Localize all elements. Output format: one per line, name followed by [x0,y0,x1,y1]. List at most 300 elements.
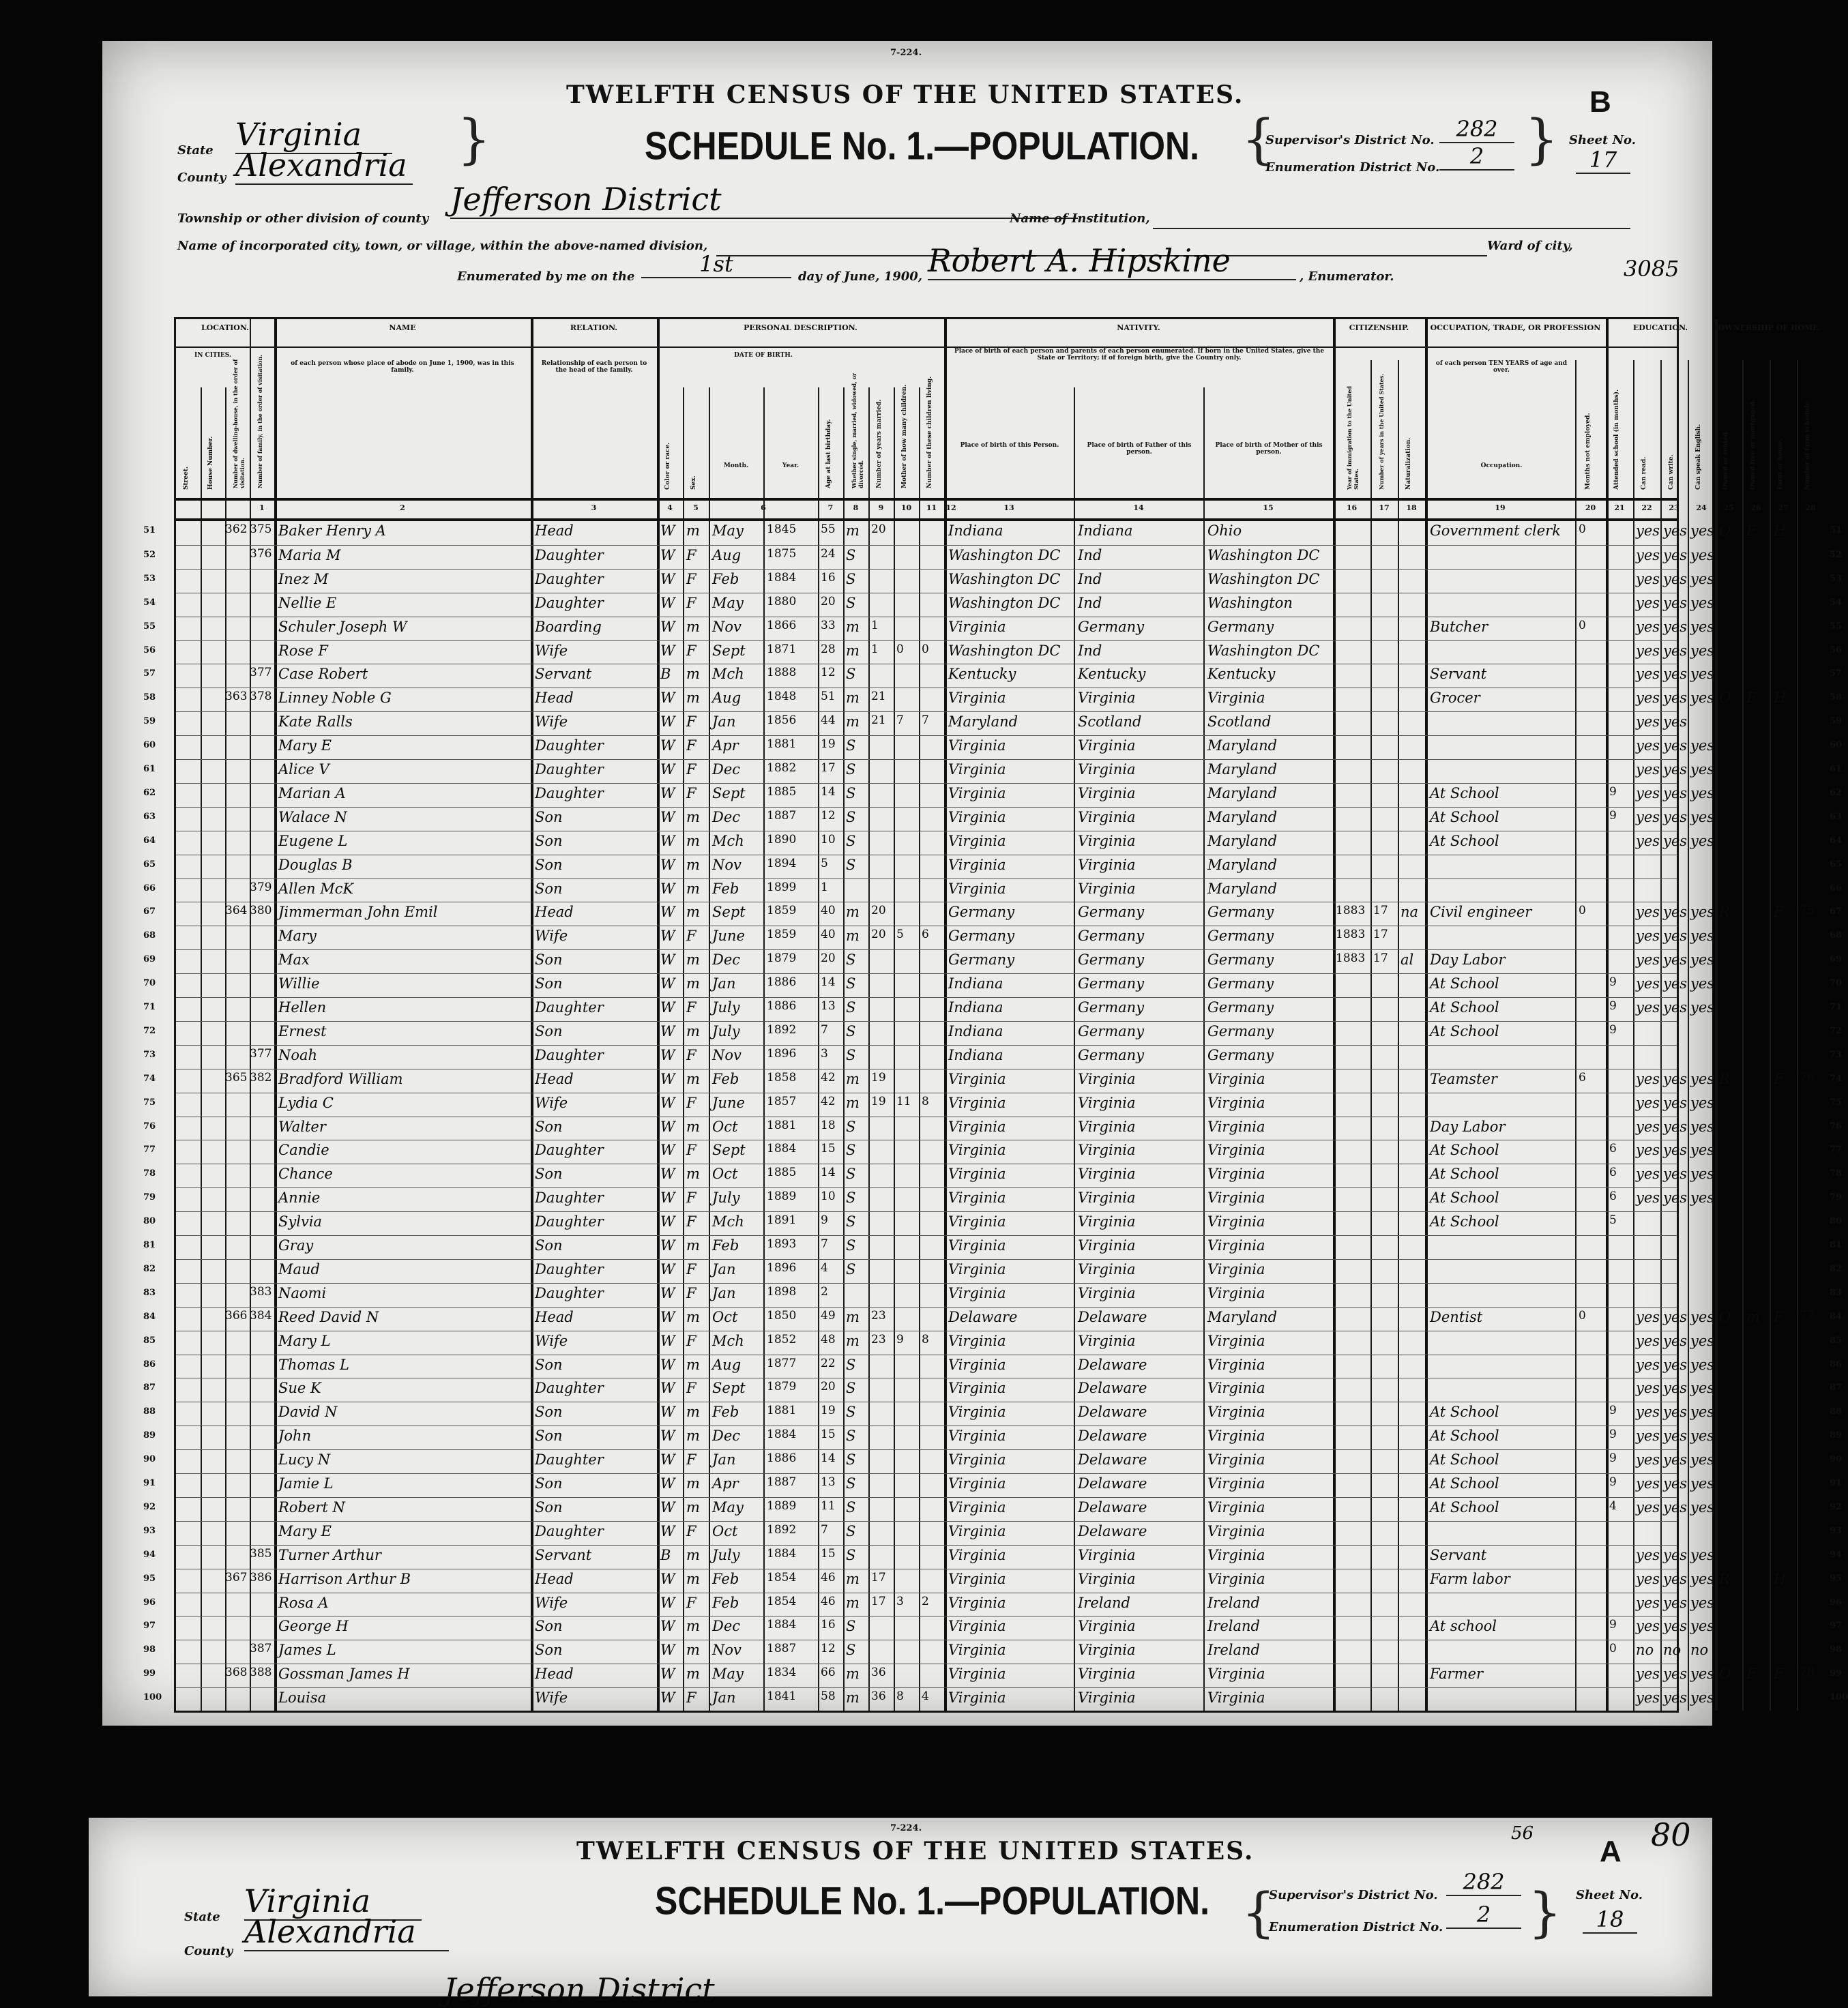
cell-read: yes [1636,737,1660,754]
cell-mar: S [846,1022,856,1039]
column-number: 8 [853,503,859,512]
cell-name: Walace N [278,808,347,825]
table-row [143,1449,1843,1472]
column-number: 12 [945,503,956,512]
cell-pob: Virginia [948,808,1006,825]
cell-pom: Maryland [1207,856,1278,873]
cell-sex: F [686,1213,696,1230]
table-row [143,1378,1843,1400]
cell-race: W [660,1451,675,1468]
vhead-immigration: Year of immigration to the United States. [1346,386,1360,490]
line-number: 75 [143,1097,156,1108]
cell-age: 20 [821,594,836,608]
cell-mar: S [846,1428,856,1445]
form-id: 7-224. [890,48,922,58]
cell-race: W [660,1190,675,1207]
cell-read: yes [1636,1428,1660,1445]
column-number: 3 [591,503,597,512]
cell-read: yes [1636,570,1660,587]
page-stamp: 3085 [1624,256,1680,282]
cell-fh: H [1774,1570,1787,1587]
line-number: 83 [143,1287,156,1298]
line-number-right: 85 [1830,1335,1843,1346]
cell-pof: Kentucky [1078,666,1146,683]
cell-ym: 23 [871,1332,886,1346]
cell-pof: Germany [1078,618,1145,635]
cell-pof: Virginia [1078,1142,1136,1159]
column-number: 6 [761,503,766,512]
table-row [143,569,1843,591]
cell-read: yes [1636,1594,1660,1611]
table-row [143,1521,1843,1544]
cell-rel: Wife [535,1332,568,1349]
cell-fh: H [1774,522,1787,539]
line-number: 79 [143,1192,156,1203]
vhead-marital: Whether single, married, widowed, or divorced. [851,372,864,488]
column-number: 10 [900,503,912,512]
cell-name: Baker Henry A [278,522,386,539]
cell-name: Willie [278,975,320,992]
cell-age: 4 [821,1260,828,1275]
cell-pob: Virginia [948,1380,1006,1397]
cell-race: W [660,1046,675,1063]
cell-occ: Servant [1430,666,1487,683]
table-row [143,807,1843,829]
group-occupation: OCCUPATION, TRADE, OR PROFESSION [1430,323,1601,332]
cell-name: Jimmerman John Emil [278,904,438,921]
district-brace-right: } [1525,109,1559,171]
cell-year: 1852 [767,1332,797,1346]
cell-unemp: 6 [1579,1070,1586,1084]
cell-read: yes [1636,904,1660,921]
cell-year: 1887 [767,1642,797,1656]
cell-month: May [712,522,744,539]
cell-pob: Virginia [948,832,1006,849]
cell-pob: Virginia [948,1094,1006,1111]
table-row [143,1593,1843,1615]
cell-ym: 17 [871,1594,886,1608]
subhead-birth: DATE OF BIRTH. [734,352,793,359]
cell-fh: F [1774,1308,1784,1325]
table-row [143,997,1843,1020]
line-number-right: 51 [1830,525,1843,535]
cell-sex: m [686,618,700,635]
county-label-2: County [184,1944,233,1958]
table-row [143,1164,1843,1186]
cell-age: 12 [821,1642,836,1656]
cell-liv: 7 [922,713,929,728]
cell-month: Sept [712,904,746,921]
cell-name: Kate Ralls [278,713,353,730]
cell-ym: 21 [871,690,886,704]
vhead-sex: Sex. [690,475,697,490]
cell-occ: At School [1430,1213,1499,1230]
cell-rel: Servant [535,666,592,683]
cell-fam: 377 [250,666,272,680]
line-number: 82 [143,1263,156,1274]
cell-rel: Wife [535,642,568,659]
cell-pof: Virginia [1078,1689,1136,1707]
cell-year: 1884 [767,1142,797,1156]
table-row [143,593,1843,615]
line-number: 53 [143,573,156,584]
cell-pof: Scotland [1078,713,1142,730]
cell-ym: 20 [871,522,886,536]
cell-name: Allen McK [278,880,354,897]
column-number: 19 [1495,503,1506,512]
cell-pob: Germany [948,928,1015,945]
cell-occ: Government clerk [1430,522,1561,539]
line-number: 57 [143,668,156,679]
cell-year: 1884 [767,1428,797,1442]
line-number-right: 87 [1830,1383,1843,1393]
cell-write: yes [1663,594,1688,611]
cell-read: yes [1636,928,1660,945]
cell-write: yes [1663,737,1688,754]
cell-write: yes [1663,642,1688,659]
cell-occ: Civil engineer [1430,904,1532,921]
line-number: 97 [143,1621,156,1632]
cell-write: yes [1663,1118,1688,1135]
cell-eng: yes [1690,1475,1715,1492]
cell-mar: S [846,999,856,1016]
subhead-month: Month. [723,462,749,469]
cell-pob: Germany [948,904,1015,921]
line-number-right: 84 [1830,1311,1843,1322]
cell-sex: m [686,1070,700,1087]
line-number: 92 [143,1501,156,1512]
cell-year: 1854 [767,1594,797,1608]
cell-pob: Maryland [948,713,1018,730]
cell-read: yes [1636,713,1660,730]
cell-write: yes [1663,951,1688,969]
cell-occ: At School [1430,1498,1499,1516]
table-row [143,1211,1843,1234]
cell-pom: Washington DC [1207,642,1320,659]
cell-rel: Son [535,1356,563,1373]
cell-mar: S [846,1404,856,1421]
cell-mar: S [846,1498,856,1516]
cell-eng: yes [1690,1070,1715,1087]
cell-mar: S [846,1380,856,1397]
cell-month: Dec [712,1428,741,1445]
subhead-occupation: of each person TEN YEARS of age and over. [1435,360,1568,374]
township-value: Jefferson District [450,181,1078,219]
cell-name: Linney Noble G [278,690,392,707]
cell-rel: Wife [535,1689,568,1707]
cell-name: Douglas B [278,856,353,873]
cell-eng: yes [1690,1142,1715,1159]
cell-sex: F [686,713,696,730]
line-number: 100 [143,1692,162,1703]
group-ownership: OWNERSHIP OF HOME. [1718,323,1821,332]
cell-name: Schuler Joseph W [278,618,407,635]
cell-name: Mary L [278,1332,331,1349]
cell-name: Chance [278,1166,333,1183]
cell-read: yes [1636,832,1660,849]
subhead-nativity: Place of birth of each person and parents of each person enumerated. If born in the United States, give the State or Territory; if of foreign birth, give the Country only. [954,348,1325,362]
cell-read: yes [1636,1475,1660,1492]
cell-write: yes [1663,761,1688,778]
cell-sch: 6 [1609,1190,1617,1204]
cell-year: 1886 [767,999,797,1013]
cell-pof: Virginia [1078,1213,1136,1230]
cell-own: O [1719,522,1731,539]
cell-sex: F [686,546,696,563]
cell-sex: F [686,1094,696,1111]
cell-pom: Virginia [1207,1094,1265,1111]
cell-pom: Virginia [1207,1404,1265,1421]
vhead-years-us: Number of years in the United States. [1378,373,1385,490]
line-number: 88 [143,1406,156,1417]
cell-rel: Son [535,975,563,992]
line-number: 81 [143,1240,156,1250]
cell-rel: Daughter [535,737,604,754]
cell-dw: 368 [225,1666,248,1680]
cell-mar: S [846,1260,856,1278]
cell-pof: Delaware [1078,1308,1147,1325]
line-number-right: 92 [1830,1501,1843,1512]
cell-write: yes [1663,1142,1688,1159]
cell-occ: At School [1430,1022,1499,1039]
cell-pof: Ind [1078,570,1102,587]
cell-year: 1899 [767,880,797,894]
group-citizenship: CITIZENSHIP. [1349,323,1409,332]
subhead-year: Year. [782,462,800,469]
line-number: 67 [143,906,156,917]
cell-eng: yes [1690,690,1715,707]
cell-rel: Daughter [535,1213,604,1230]
cell-eng: yes [1690,1498,1715,1516]
line-number-right: 100 [1830,1692,1848,1703]
cell-race: W [660,1356,675,1373]
cell-month: Nov [712,856,742,873]
cell-sex: m [686,1308,700,1325]
line-number-right: 96 [1830,1597,1843,1608]
cell-month: Sept [712,642,746,659]
cell-ym: 20 [871,928,886,942]
cell-month: May [712,1498,744,1516]
cell-rel: Son [535,808,563,825]
line-number: 65 [143,859,156,870]
table-row [143,1140,1843,1162]
line-number-right: 81 [1830,1240,1843,1250]
line-number-right: 63 [1830,811,1843,822]
cell-age: 49 [821,1308,836,1323]
subhead-occupation-col: Occupation. [1480,462,1523,469]
cell-age: 42 [821,1070,836,1084]
cell-write: yes [1663,1404,1688,1421]
cell-eng: yes [1690,546,1715,563]
cell-write: yes [1663,1618,1688,1635]
cell-pof: Delaware [1078,1428,1147,1445]
line-number-right: 77 [1830,1145,1843,1155]
cell-nat: al [1400,951,1414,969]
cell-mar: S [846,737,856,754]
cell-unemp: 0 [1579,522,1586,536]
cell-rel: Wife [535,928,568,945]
cell-dw: 363 [225,690,248,704]
cell-mar: S [846,808,856,825]
cell-year: 1898 [767,1284,797,1299]
county-label: County [177,171,226,185]
cell-age: 40 [821,904,836,918]
district-brace-left: { [1242,109,1276,171]
cell-fam: 388 [250,1666,272,1680]
cell-pof: Ind [1078,546,1102,563]
cell-fam: 375 [250,522,272,536]
cell-pom: Virginia [1207,1142,1265,1159]
cell-read: yes [1636,1356,1660,1373]
cell-sex: F [686,784,696,801]
cell-pof: Virginia [1078,1642,1136,1659]
table-row [143,545,1843,567]
column-number: 17 [1379,503,1390,512]
cell-age: 12 [821,808,836,823]
cell-pob: Indiana [948,522,1003,539]
cell-race: W [660,928,675,945]
cell-read: yes [1636,1118,1660,1135]
cell-race: W [660,594,675,611]
cell-mar: m [846,1308,860,1325]
cell-read: yes [1636,522,1660,539]
cell-mar: S [846,1118,856,1135]
cell-year: 1877 [767,1356,797,1370]
cell-name: Max [278,951,310,969]
line-number: 58 [143,692,156,703]
line-number-right: 64 [1830,835,1843,846]
cell-occ: At school [1430,1618,1497,1635]
cell-year: 1886 [767,1451,797,1466]
table-row [143,1259,1843,1282]
cell-pof: Delaware [1078,1522,1147,1539]
cell-month: Nov [712,618,742,635]
cell-sch: 9 [1609,975,1617,990]
cell-name: Marian A [278,784,346,801]
cell-month: June [712,928,745,945]
cell-sex: F [686,999,696,1016]
cell-pom: Virginia [1207,1190,1265,1207]
sheet-no-label-2: Sheet No. [1576,1888,1643,1902]
cell-sch: 4 [1609,1498,1617,1513]
cell-pom: Virginia [1207,1356,1265,1373]
cell-name: Sylvia [278,1213,323,1230]
line-number-right: 78 [1830,1168,1843,1179]
cell-race: W [660,690,675,707]
cell-pom: Virginia [1207,1213,1265,1230]
supervisor-label-2: Supervisor's District No. [1269,1888,1438,1902]
cell-unemp: 0 [1579,618,1586,632]
cell-month: Dec [712,808,741,825]
cell-year: 1884 [767,1546,797,1561]
cell-rel: Son [535,1118,563,1135]
line-number: 66 [143,883,156,894]
cell-occ: At School [1430,808,1499,825]
cell-liv: 6 [922,928,929,942]
cell-free: F [1746,1666,1757,1683]
cell-write: yes [1663,975,1688,992]
cell-mar: S [846,1237,856,1254]
cell-year: 1884 [767,1618,797,1632]
line-number-right: 98 [1830,1644,1843,1655]
cell-sex: F [686,1522,696,1539]
cell-pof: Germany [1078,1046,1145,1063]
table-row [143,855,1843,877]
cell-fh: F [1774,904,1784,921]
cell-pob: Virginia [948,1451,1006,1468]
line-number: 78 [143,1168,156,1179]
cell-pom: Maryland [1207,737,1278,754]
cell-race: B [660,1546,671,1563]
line-number-right: 94 [1830,1549,1843,1560]
line-number: 91 [143,1478,156,1488]
cell-occ: At School [1430,999,1499,1016]
cell-rel: Head [535,1666,574,1683]
cell-fs: 78 [1800,1666,1815,1680]
table-row [143,1117,1843,1139]
cell-fam: 387 [250,1642,272,1656]
cell-sch: 9 [1609,1022,1617,1037]
cell-pom: Ireland [1207,1642,1260,1659]
cell-rel: Daughter [535,1142,604,1159]
cell-read: yes [1636,808,1660,825]
cell-name: Gossman James H [278,1666,410,1683]
cell-read: yes [1636,594,1660,611]
cell-mar: S [846,1475,856,1492]
cell-pob: Delaware [948,1308,1018,1325]
line-number: 60 [143,740,156,751]
line-number-right: 75 [1830,1097,1843,1108]
cell-sex: m [686,1022,700,1039]
cell-yus: 17 [1373,928,1388,942]
cell-sex: m [686,522,700,539]
cell-sch: 9 [1609,1451,1617,1466]
table-row [143,878,1843,901]
cell-month: Feb [712,1570,739,1587]
cell-read: yes [1636,1451,1660,1468]
cell-age: 46 [821,1570,836,1584]
cell-pof: Virginia [1078,1284,1136,1301]
cell-pom: Maryland [1207,832,1278,849]
cell-sex: F [686,642,696,659]
cell-name: Lucy N [278,1451,331,1468]
cell-occ: At School [1430,1404,1499,1421]
cell-fs: 75 [1800,904,1815,918]
cell-pob: Virginia [948,880,1006,897]
cell-read: yes [1636,690,1660,707]
cell-year: 1886 [767,975,797,990]
cell-mar: S [846,1451,856,1468]
line-number: 89 [143,1430,156,1441]
cell-eng: yes [1690,1118,1715,1135]
cell-name: Louisa [278,1689,327,1707]
cell-age: 14 [821,1451,836,1466]
cell-fam: 380 [250,904,272,918]
cell-write: yes [1663,1166,1688,1183]
cell-race: W [660,1070,675,1087]
cell-rel: Head [535,1070,574,1087]
state-value-2: Virginia [244,1882,422,1921]
table-row [143,688,1843,710]
cell-read: yes [1636,1570,1660,1587]
cell-eng: yes [1690,594,1715,611]
cell-race: W [660,808,675,825]
cell-ym: 1 [871,618,879,632]
cell-race: W [660,642,675,659]
cell-pob: Virginia [948,1070,1006,1087]
cell-pom: Maryland [1207,784,1278,801]
cell-month: Apr [712,1475,739,1492]
